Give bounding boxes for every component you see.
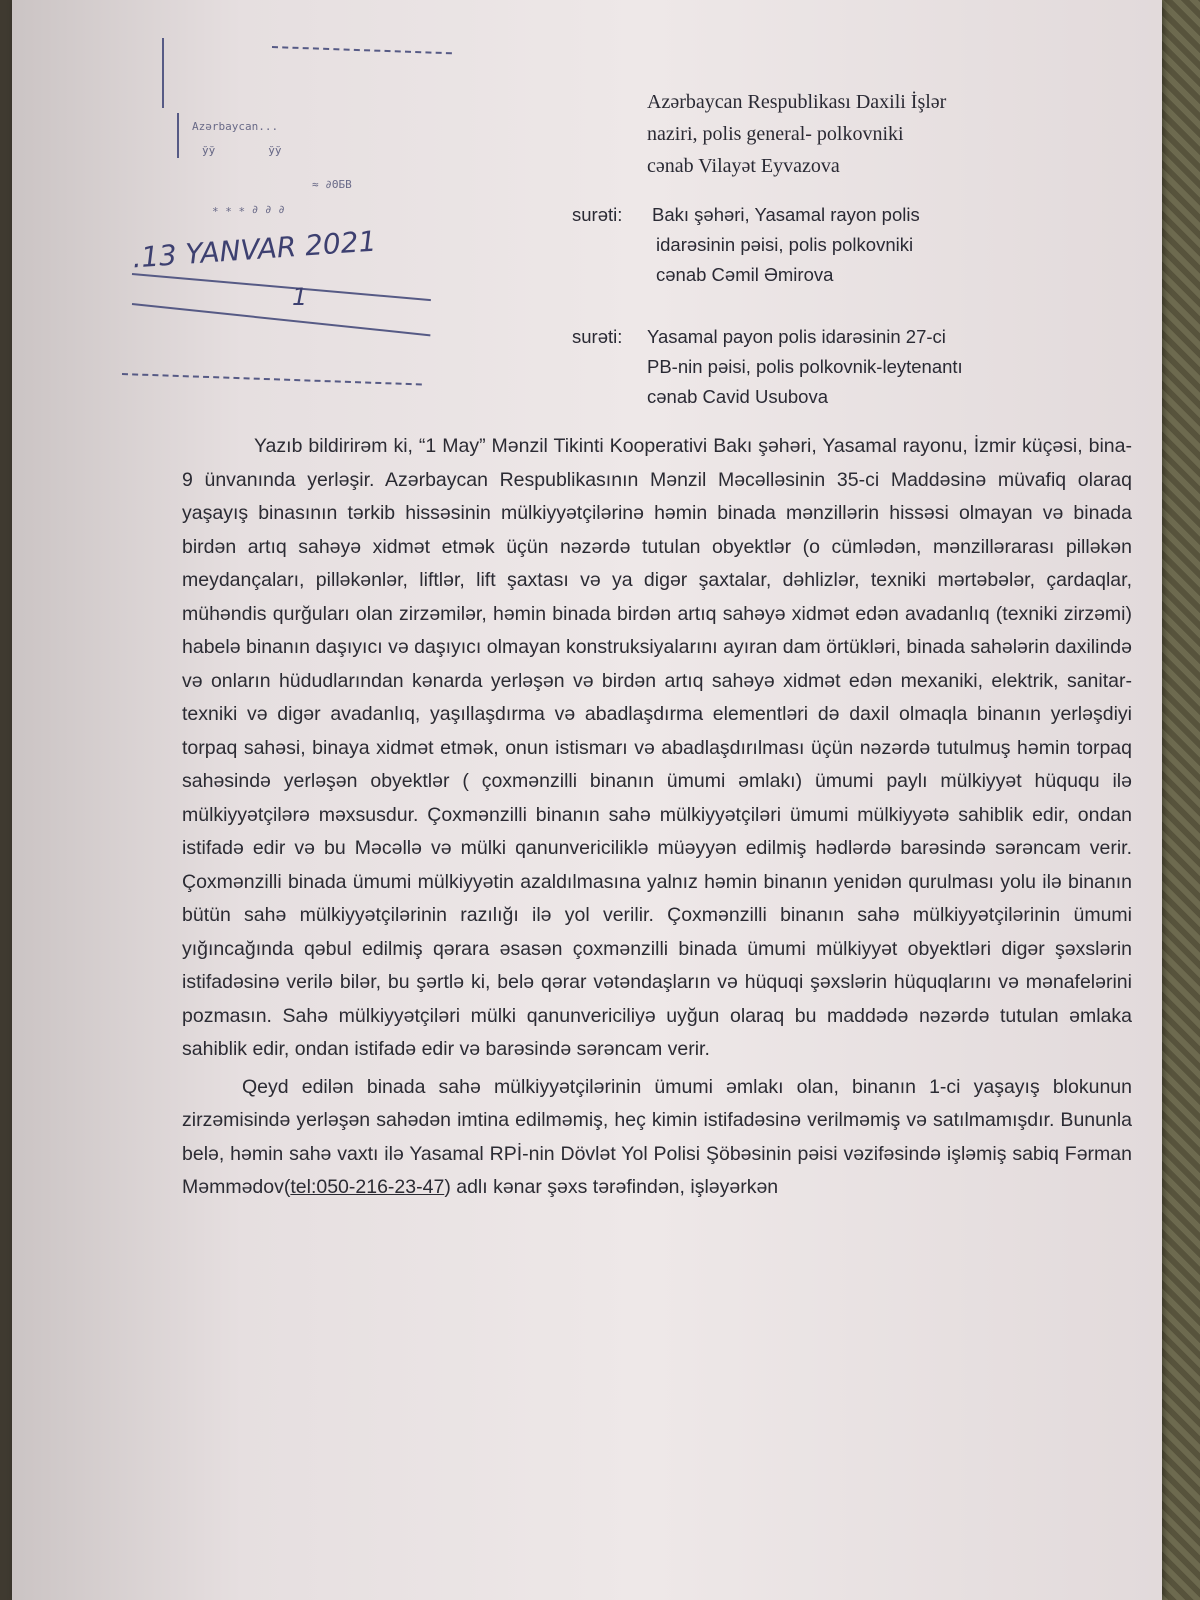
copy-line: cənab Cavid Usubova [647,386,828,407]
paragraph-2-tail: ) adlı kənar şəxs tərəfindən, işləyərkən [444,1176,779,1198]
addressee-line: Azərbaycan Respublikası Daxili İşlər [647,91,947,113]
copy-line: Yasamal payon polis idarəsinin 27-ci [647,326,946,347]
document-page [12,0,1162,1600]
copy-line: cənab Cəmil Əmirova [656,264,834,285]
stamp-date: .13 YANVAR 2021 [131,224,378,275]
copy-label: surəti: [572,326,623,347]
letter-body [182,430,1132,1205]
copy-line: Bakı şəhəri, Yasamal rayon polis [652,204,920,225]
addressee-line: naziri, polis general- polkovniki [647,123,904,145]
copy-recipient-1 [572,200,920,290]
paragraph-2-text: Qeyd edilən binada sahə mülkiyyətçilərinin ümumi əmlakı olan, binanın 1-ci yaşayış blokunun zirzəmisində yerləşən sahədən imtina edilməmiş, heç kimin istifadəsinə verilməmiş və satılmamışdır. Bununla belə, həmin sahə vaxtı ilə Yasamal RPİ-nin Dövlət Yol Polisi Şöbəsinin pəisi vəzifəsində işləmiş sabiq Fərman Məmmədov( [182,1075,1132,1198]
body-paragraph-2 [182,1071,1132,1205]
copy-line: PB-nin pəisi, polis polkovnik-leytenantı [647,356,963,377]
stamp-org-text: Azərbaycan... [192,120,279,133]
registration-stamp: Azərbaycan... ЎЎ ЎЎ ≈ ∂ΘБВ ∗ ∗ ∗ ∂ ∂ ∂ .13 YANVAR 2021 1 [122,18,452,418]
addressee-block [647,86,946,182]
copy-recipient-2 [572,322,963,412]
addressee-line: cənab Vilayət Eyvazova [647,155,840,177]
stamp-number: 1 [292,283,308,311]
body-paragraph-1: Yazıb bildirirəm ki, “1 May” Mənzil Tikinti Kooperativi Bakı şəhəri, Yasamal rayonu, İzmir küçəsi, bina-9 ünvanında yerləşir. Azərbaycan Respublikasının Mənzil Məcəlləsinin 35-ci Maddəsinə müvafiq olaraq yaşayış binasının tərkib hissəsinin mülkiyyətçilərinə həmin binada mənzillərin hissəsi olmayan və binada birdən artıq sahəyə xidmət etmək üçün nəzərdə tutulan obyektlər (o cümlədən, mənzillərarası pilləkən meydançaları, pilləkənlər, liftlər, lift şaxtası və ya digər şaxtalar, dəhlizlər, texniki mərtəbələr, çardaqlar, mühəndis qurğuları olan zirzəmilər, həmin binada birdən artıq sahəyə xidmət edən avadanlıq (texniki zirzəmi) habelə binanın daşıyıcı və daşıyıcı olmayan konstruksiyalarını ayıran dam örtükləri, binada sahələrin daxilində və onların hüdudlarından kənarda yerləşən və birdən artıq sahəyə xidmət edən mexaniki, elektrik, sanitar-texniki və digər avadanlıq, yaşıllaşdırma və abadlaşdırma elementləri də daxil olmaqla binanın yerləşdiyi torpaq sahəsi, binaya xidmət etmək, onun istismarı və abadlaşdırılması üçün nəzərdə tutulmuş həmin torpaq sahəsində yerləşən obyektlər ( çoxmənzilli binanın ümumi əmlakı) ümumi paylı mülkiyyət hüququ ilə mülkiyyətçilərə məxsusdur. Çoxmənzilli binanın sahə mülkiyyətçiləri ümumi mülkiyyətə sahiblik edir, ondan istifadə edir və bu Məcəllə və mülki qanunvericiliklə müəyyən edilmiş hədlərdə barəsində sərəncam verir. Çoxmənzilli binada ümumi mülkiyyətin azaldılmasına yalnız həmin binanın yenidən qurulması yolu ilə binanın bütün sahə mülkiyyətçilərinin razılığı ilə yol verilir. Çoxmənzilli binanın sahə mülkiyyətçilərinin ümumi yığıncağında qəbul edilmiş qərara əsasən çoxmənzilli binada ümumi mülkiyyət obyektləri digər şəxslərin istifadəsinə verilə bilər, bu şərtlə ki, belə qərar vətəndaşların və hüquqi şəxslərin hüquqlarını və mənafelərini pozmasın. Sahə mülkiyyətçiləri mülki qanunvericiliyə uyğun olaraq bu maddədə nəzərdə tutulan əmlaka sahiblik edir, ondan istifadə edir və barəsində sərəncam verir. [182,435,1132,1060]
copy-label: surəti: [572,204,623,225]
background-mat [1160,0,1200,1600]
copy-line: idarəsinin pəisi, polis polkovniki [656,234,914,255]
phone-number: tel:050-216-23-47 [290,1176,445,1198]
